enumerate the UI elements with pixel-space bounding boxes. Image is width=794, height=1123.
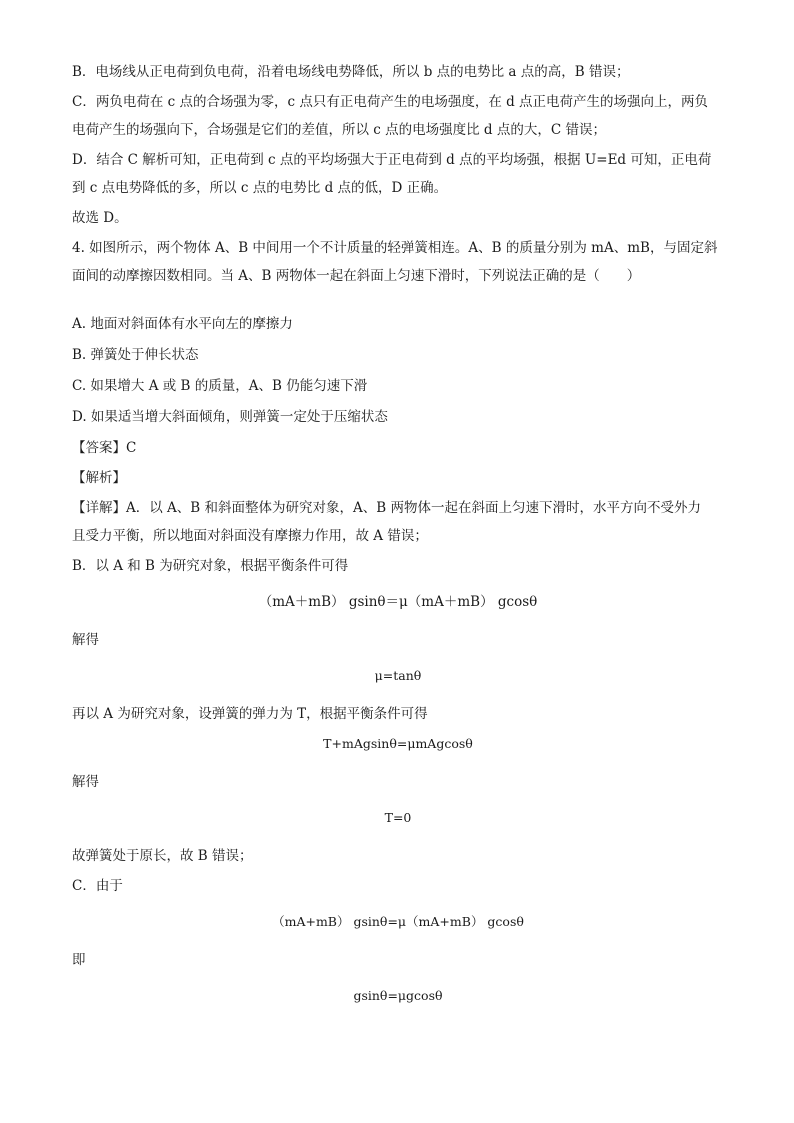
detail-b-1: B．以 A 和 B 为研究对象，根据平衡条件可得	[72, 558, 349, 574]
analysis-line-d-1: D．结合 C 解析可知，正电荷到 c 点的平均场强大于正电荷到 d 点的平均场强，根据 U=Ed 可知，正电荷	[72, 152, 712, 168]
ji-label: 即	[72, 952, 86, 968]
detail-b-3: 故弹簧处于原长，故 B 错误；	[72, 848, 253, 864]
formula-1: （mA＋mB） gsinθ＝μ（mA＋mB） gcosθ	[258, 594, 538, 610]
solve-label-1: 解得	[72, 632, 99, 648]
detail-b-2: 再以 A 为研究对象，设弹簧的弹力为 T，根据平衡条件可得	[72, 706, 428, 722]
detail-a-2: 且受力平衡，所以地面对斜面没有摩擦力作用，故 A 错误；	[72, 528, 428, 544]
formula-5: （mA+mB） gsinθ=μ（mA+mB） gcosθ	[272, 914, 524, 929]
analysis-label: 【解析】	[72, 470, 126, 486]
formula-2: μ=tanθ	[374, 668, 422, 683]
option-c: C. 如果增大 A 或 B 的质量，A、B 仍能匀速下滑	[72, 378, 368, 394]
detail-c-1: C．由于	[72, 878, 123, 894]
formula-4: T=0	[384, 810, 412, 825]
choose-line: 故选 D。	[72, 210, 128, 226]
detail-a-1: 【详解】A．以 A、B 和斜面整体为研究对象，A、B 两物体一起在斜面上匀速下滑时，水平方向不受外力	[72, 500, 701, 516]
option-b: B. 弹簧处于伸长状态	[72, 347, 199, 363]
formula-3: T+mAgsinθ=μmAgcosθ	[323, 736, 473, 751]
option-a: A. 地面对斜面体有水平向左的摩擦力	[72, 316, 293, 332]
analysis-line-c-1: C．两负电荷在 c 点的合场强为零，c 点只有正电荷产生的电场强度，在 d 点正电荷产生的场强向上，两负	[72, 94, 709, 110]
analysis-line-d-2: 到 c 点电势降低的多，所以 c 点的电势比 d 点的低，D 正确。	[72, 180, 448, 196]
question-stem-1: 4. 如图所示，两个物体 A、B 中间用一个不计质量的轻弹簧相连。A、B 的质量分别为 mA、mB，与固定斜	[72, 240, 718, 256]
document-page	[72, 62, 724, 1024]
option-d: D. 如果适当增大斜面倾角，则弹簧一定处于压缩状态	[72, 409, 388, 425]
question-stem-2: 面间的动摩擦因数相同。当 A、B 两物体一起在斜面上匀速下滑时，下列说法正确的是（ ）	[72, 268, 641, 284]
solve-label-2: 解得	[72, 774, 99, 790]
analysis-line-c-2: 电荷产生的场强向下，合场强是它们的差值，所以 c 点的电场强度比 d 点的大，C 错误；	[72, 122, 606, 138]
analysis-line-b: B．电场线从正电荷到负电荷，沿着电场线电势降低，所以 b 点的电势比 a 点的高，B 错误；	[72, 64, 630, 80]
formula-6: gsinθ=μgcosθ	[353, 988, 443, 1003]
answer-label: 【答案】C	[72, 440, 137, 456]
figure-gap	[72, 296, 724, 314]
